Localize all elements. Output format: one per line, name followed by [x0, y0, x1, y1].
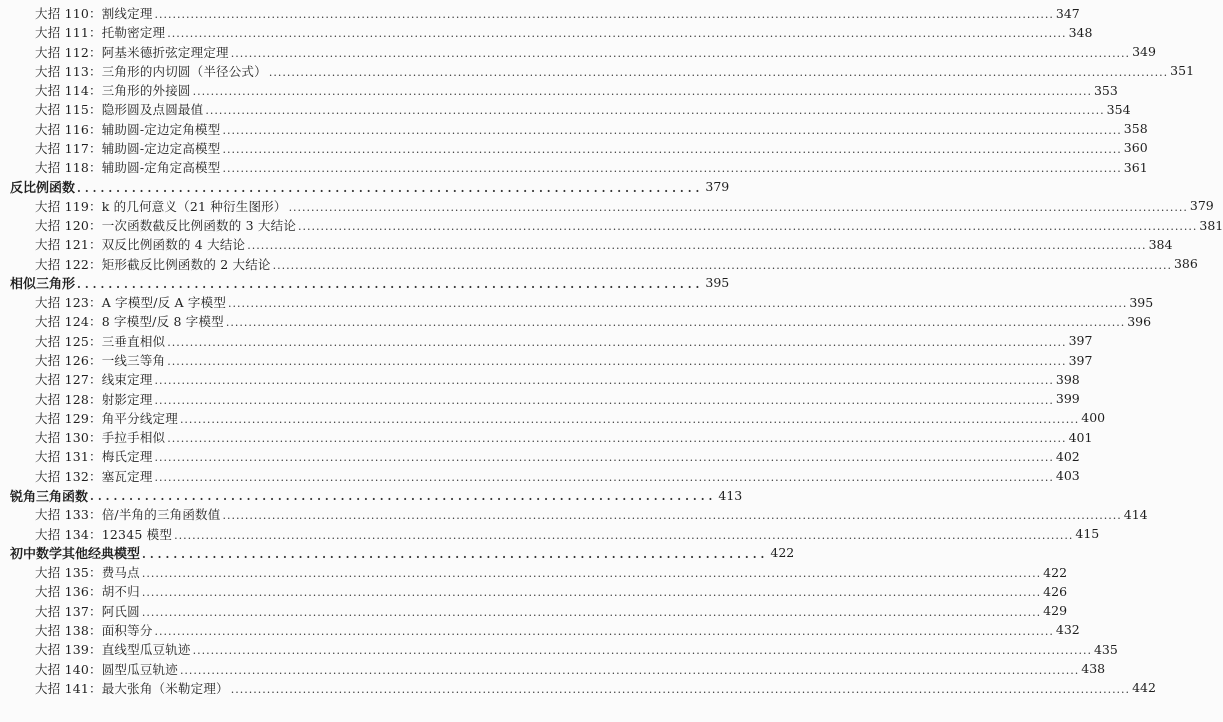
toc-section-row[interactable]	[0, 486, 743, 505]
toc-leader-dots: ........................................................................................................................................................................................................	[205, 104, 1105, 118]
toc-leader-dots: ................................................................................	[90, 490, 717, 503]
toc-leader-dots: ........................................................................................................................................................................................................	[230, 682, 1131, 696]
toc-page-number: 413	[718, 487, 743, 503]
toc-entry-label: 大招 141：最大张角（米勒定理）	[35, 680, 229, 696]
toc-leader-dots: ................................................................................	[77, 277, 704, 291]
toc-entry-label: 大招 125：三垂直相似	[35, 333, 166, 349]
toc-page-number: 401	[1068, 429, 1093, 445]
toc-page-number: 351	[1170, 63, 1195, 79]
toc-entry-row[interactable]	[0, 61, 1195, 80]
toc-entry-row[interactable]	[0, 466, 1080, 485]
toc-page-number: 379	[705, 179, 730, 195]
toc-entry-row[interactable]	[0, 119, 1148, 138]
toc-entry-label: 大招 120：一次函数截反比例函数的 3 大结论	[35, 218, 297, 234]
toc-entry-row[interactable]	[0, 81, 1118, 100]
toc-entry-label: 大招 112：阿基米德折弦定理定理	[35, 44, 229, 60]
toc-page-number: 360	[1123, 140, 1148, 156]
toc-entry-label: 大招 134：12345 模型	[35, 526, 173, 542]
toc-entry-row[interactable]	[0, 563, 1068, 582]
toc-entry-row[interactable]	[0, 447, 1080, 466]
toc-entry-label: 大招 114：三角形的外接圆	[35, 83, 191, 99]
toc-entry-row[interactable]	[0, 601, 1068, 620]
toc-page-number: 403	[1055, 468, 1080, 484]
toc-page-number: 414	[1123, 506, 1148, 522]
toc-leader-dots: ........................................................................................................................................................................................................	[230, 46, 1131, 60]
toc-entry-row[interactable]	[0, 293, 1154, 312]
toc-page-number: 442	[1132, 680, 1156, 696]
toc-entry-label: 大招 130：手拉手相似	[35, 430, 166, 446]
toc-page-number: 426	[1043, 583, 1068, 599]
toc-entry-label: 大招 124：8 字模型/反 8 字模型	[35, 314, 224, 330]
toc-leader-dots: ........................................................................................................................................................................................................	[192, 85, 1092, 99]
toc-leader-dots: ........................................................................................................................................................................................................	[225, 316, 1126, 330]
toc-leader-dots: ........................................................................................................................................................................................................	[167, 355, 1067, 369]
toc-leader-dots: ........................................................................................................................................................................................................	[268, 65, 1169, 79]
toc-entry-row[interactable]	[0, 4, 1080, 23]
toc-page-number: 400	[1081, 410, 1106, 426]
toc-entry-label: 大招 139：直线型瓜豆轨迹	[35, 642, 191, 658]
toc-entry-row[interactable]	[0, 42, 1156, 61]
toc-entry-row[interactable]	[0, 640, 1118, 659]
toc-page-number: 384	[1148, 236, 1173, 252]
toc-entry-label: 大招 136：胡不归	[35, 584, 140, 600]
toc-entry-row[interactable]	[0, 505, 1148, 524]
toc-page-number: 415	[1075, 526, 1100, 542]
toc-page-number: 398	[1055, 371, 1080, 387]
toc-page-number: 381	[1199, 217, 1223, 233]
toc-leader-dots: ........................................................................................................................................................................................................	[222, 142, 1122, 156]
toc-entry-label: 大招 113：三角形的内切圆（半径公式）	[35, 63, 267, 79]
toc-leader-dots: ........................................................................................................................................................................................................	[154, 8, 1054, 21]
toc-page-number: 353	[1093, 82, 1118, 98]
toc-entry-label: 大招 138：面积等分	[35, 622, 153, 638]
toc-section-title: 相似三角形	[10, 277, 76, 293]
toc-entry-row[interactable]	[0, 254, 1198, 273]
toc-leader-dots: ........................................................................................................................................................................................................	[167, 335, 1067, 349]
toc-entry-label: 大招 117：辅助圆-定边定高模型	[35, 140, 221, 156]
toc-entry-row[interactable]	[0, 678, 1156, 697]
toc-section-row[interactable]	[0, 177, 730, 197]
toc-entry-label: 大招 121：双反比例函数的 4 大结论	[35, 237, 246, 253]
toc-section-title: 反比例函数	[10, 181, 76, 197]
toc-entry-row[interactable]	[0, 408, 1106, 427]
toc-entry-label: 大招 128：射影定理	[35, 391, 153, 407]
toc-leader-dots: ........................................................................................................................................................................................................	[247, 239, 1147, 253]
toc-entry-label: 大招 110：割线定理	[35, 6, 153, 21]
toc-entry-label: 大招 111：托勒密定理	[35, 25, 166, 41]
toc-entry-label: 大招 119：k 的几何意义（21 种衍生图形）	[35, 198, 287, 214]
toc-page-number: 422	[1043, 564, 1068, 580]
toc-entry-row[interactable]	[0, 524, 1100, 543]
toc-leader-dots: ........................................................................................................................................................................................................	[154, 393, 1054, 407]
toc-entry-row[interactable]	[0, 428, 1093, 447]
toc-entry-row[interactable]	[0, 100, 1131, 119]
toc-entry-row[interactable]	[0, 312, 1152, 331]
toc-page-number: 438	[1081, 661, 1106, 677]
toc-section-row[interactable]	[0, 543, 795, 563]
toc-leader-dots: ........................................................................................................................................................................................................	[222, 162, 1122, 176]
toc-page-number: 395	[1129, 294, 1154, 310]
toc-entry-row[interactable]	[0, 389, 1080, 408]
toc-page-number: 399	[1055, 391, 1080, 407]
toc-leader-dots: ........................................................................................................................................................................................................	[179, 663, 1080, 677]
toc-page-number: 397	[1068, 333, 1093, 349]
toc-page-number: 386	[1173, 256, 1198, 272]
toc-page-number: 348	[1068, 24, 1093, 40]
toc-entry-label: 大招 140：圆型瓜豆轨迹	[35, 661, 178, 677]
toc-leader-dots: ........................................................................................................................................................................................................	[141, 567, 1042, 581]
toc-entry-row[interactable]	[0, 138, 1148, 157]
toc-entry-label: 大招 127：线束定理	[35, 372, 153, 388]
toc-entry-row[interactable]	[0, 158, 1148, 177]
toc-leader-dots: ........................................................................................................................................................................................................	[141, 605, 1042, 619]
toc-page-number: 397	[1068, 352, 1093, 368]
toc-entry-label: 大招 116：辅助圆-定边定角模型	[35, 121, 221, 137]
toc-leader-dots: ........................................................................................................................................................................................................	[154, 624, 1054, 638]
toc-leader-dots: ........................................................................................................................................................................................................	[228, 297, 1128, 311]
toc-entry-label: 大招 126：一线三等角	[35, 353, 166, 369]
toc-entry-row[interactable]	[0, 235, 1173, 254]
toc-entry-row[interactable]	[0, 196, 1214, 215]
toc-leader-dots: ........................................................................................................................................................................................................	[154, 451, 1054, 465]
toc-leader-dots: ........................................................................................................................................................................................................	[192, 644, 1092, 658]
toc-entry-label: 大招 129：角平分线定理	[35, 410, 178, 426]
toc-entry-label: 大招 118：辅助圆-定角定高模型	[35, 160, 221, 176]
toc-entry-row[interactable]	[0, 23, 1093, 42]
toc-page-number: 349	[1132, 44, 1156, 60]
toc-entry-label: 大招 123：A 字模型/反 A 字模型	[35, 295, 227, 311]
toc-page-number: 422	[770, 545, 795, 561]
toc-page-number: 347	[1055, 5, 1080, 21]
toc-leader-dots: ........................................................................................................................................................................................................	[167, 27, 1067, 41]
toc-leader-dots: ........................................................................................................................................................................................................	[288, 200, 1188, 214]
toc-entry-row[interactable]	[0, 351, 1093, 370]
toc-page-number: 395	[705, 275, 730, 291]
toc-page-number: 435	[1093, 641, 1118, 657]
toc-entry-row[interactable]	[0, 331, 1093, 350]
toc-page-number: 354	[1106, 101, 1131, 117]
toc-leader-dots: ........................................................................................................................................................................................................	[141, 586, 1042, 600]
toc-page-number: 402	[1055, 448, 1080, 464]
toc-page-number: 432	[1055, 622, 1080, 638]
toc-entry-row[interactable]	[0, 370, 1080, 389]
toc-leader-dots: ........................................................................................................................................................................................................	[154, 374, 1054, 388]
toc-page-number: 358	[1123, 121, 1148, 137]
toc-entry-label: 大招 133：倍/半角的三角函数值	[35, 507, 221, 523]
toc-entry-row[interactable]	[0, 620, 1080, 639]
toc-entry-label: 大招 115：隐形圆及点圆最值	[35, 102, 204, 118]
toc-section-title: 锐角三角函数	[10, 489, 89, 505]
toc-entry-row[interactable]	[0, 216, 1223, 235]
toc-page-number: 396	[1127, 313, 1152, 329]
toc-leader-dots: ........................................................................................................................................................................................................	[154, 470, 1054, 484]
toc-entry-label: 大招 137：阿氏圆	[35, 603, 140, 619]
toc-page-number: 429	[1043, 603, 1068, 619]
toc-leader-dots: ................................................................................	[77, 181, 704, 195]
toc-leader-dots: ........................................................................................................................................................................................................	[179, 412, 1080, 426]
toc-leader-dots: ........................................................................................................................................................................................................	[222, 509, 1122, 523]
toc-leader-dots: ........................................................................................................................................................................................................	[298, 220, 1198, 234]
toc-entry-label: 大招 132：塞瓦定理	[35, 468, 153, 484]
toc-section-title: 初中数学其他经典模型	[10, 547, 141, 563]
toc-entry-row[interactable]	[0, 582, 1068, 601]
toc-entry-label: 大招 122：矩形截反比例函数的 2 大结论	[35, 256, 271, 272]
toc-entry-label: 大招 135：费马点	[35, 565, 140, 581]
toc-section-row[interactable]	[0, 273, 730, 293]
toc-entry-label: 大招 131：梅氏定理	[35, 449, 153, 465]
toc-leader-dots: ................................................................................	[142, 547, 769, 561]
toc-page-number: 379	[1189, 198, 1214, 214]
toc-leader-dots: ........................................................................................................................................................................................................	[272, 258, 1172, 272]
toc-leader-dots: ........................................................................................................................................................................................................	[167, 432, 1067, 446]
toc-leader-dots: ........................................................................................................................................................................................................	[222, 123, 1122, 137]
toc-entry-row[interactable]	[0, 659, 1106, 678]
toc-page-number: 361	[1123, 159, 1148, 175]
toc-leader-dots: ........................................................................................................................................................................................................	[174, 528, 1074, 542]
